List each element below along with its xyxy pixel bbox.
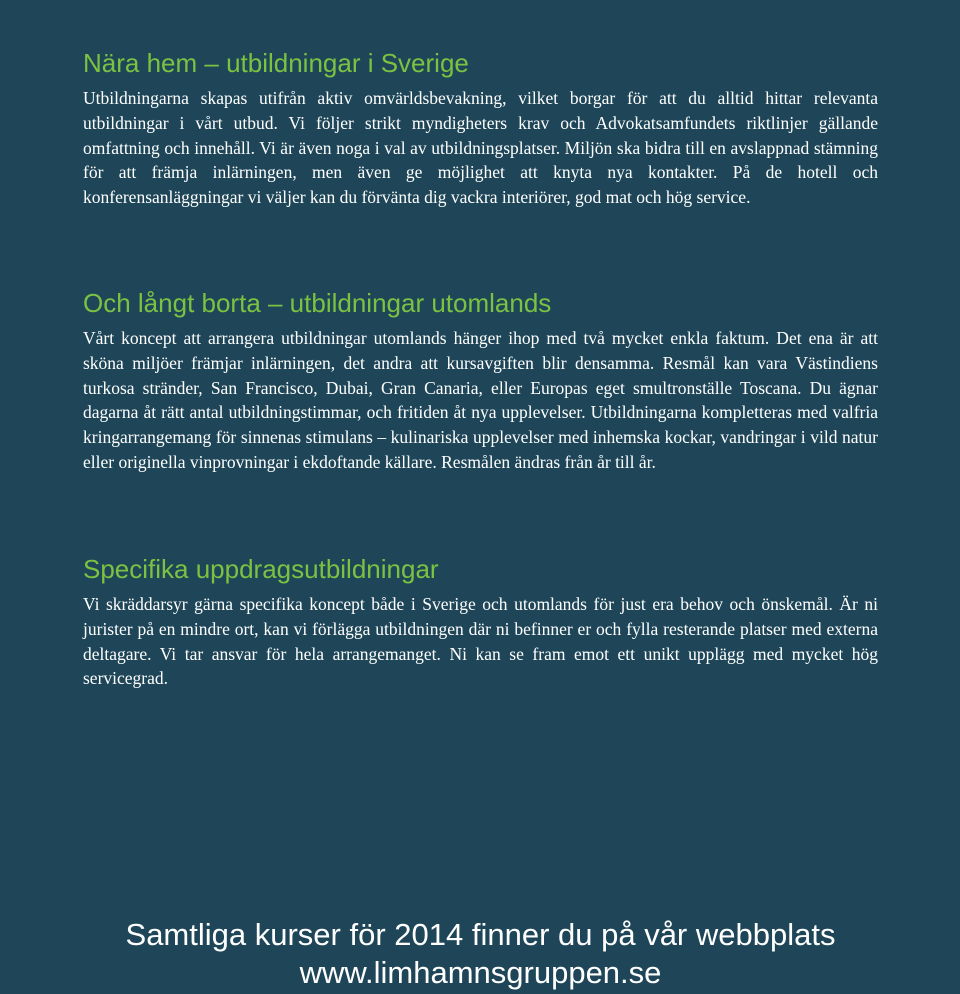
section-body: Vi skräddarsyr gärna specifika koncept både i Sverige och utomlands för just era behov och önskemål. Är ni jurister på en mindre ort, kan vi förlägga utbildningen där ni befinner er och fylla resterande platser med externa deltagare. Vi tar ansvar för hela arrangemanget. Ni kan se fram emot ett unikt upplägg med mycket hög servicegrad. bbox=[83, 594, 878, 689]
section-heading: Specifika uppdragsutbildningar bbox=[83, 554, 439, 584]
section-custom-training bbox=[83, 554, 878, 691]
section-heading: Nära hem – utbildningar i Sverige bbox=[83, 48, 469, 78]
footer bbox=[83, 916, 878, 992]
section-sweden bbox=[83, 48, 878, 210]
section-abroad bbox=[83, 288, 878, 475]
section-body: Utbildningarna skapas utifrån aktiv omvärldsbevakning, vilket borgar för att du alltid hittar relevanta utbildningar i vårt utbud. Vi följer strikt myndigheters krav och Advokatsamfundets riktlinjer gällande omfattning och innehåll. Vi är även noga i val av utbildningsplatser. Miljön ska bidra till en avslappnad stämning för att främja inlärningen, men även ge möjlighet att knyta nya kontakter. På de hotell och konferensanläggningar vi väljer kan du förvänta dig vackra interiörer, god mat och hög service. bbox=[83, 88, 878, 208]
section-body: Vårt koncept att arrangera utbildningar utomlands hänger ihop med två mycket enkla faktum. Det ena är att sköna miljöer främjar inlärningen, det andra att kursavgiften blir densamma. Resmål kan vara Västindiens turkosa stränder, San Francisco, Dubai, Gran Canaria, eller Europas eget smultronställe Toscana. Du ägnar dagarna åt rätt antal utbildningstimmar, och fritiden åt nya upplevelser. Utbildningarna kompletteras med valfria kringarrangemang för sinnenas stimulans – kulinariska upplevelser med inhemska kockar, vandringar i vild natur eller originella vinprovningar i ekdoftande källare. Resmålen ändras från år till år. bbox=[83, 328, 878, 472]
footer-text: Samtliga kurser för 2014 finner du på vår webbplats bbox=[125, 917, 836, 952]
website-url: www.limhamnsgruppen.se bbox=[299, 955, 662, 990]
section-heading: Och långt borta – utbildningar utomlands bbox=[83, 288, 552, 318]
